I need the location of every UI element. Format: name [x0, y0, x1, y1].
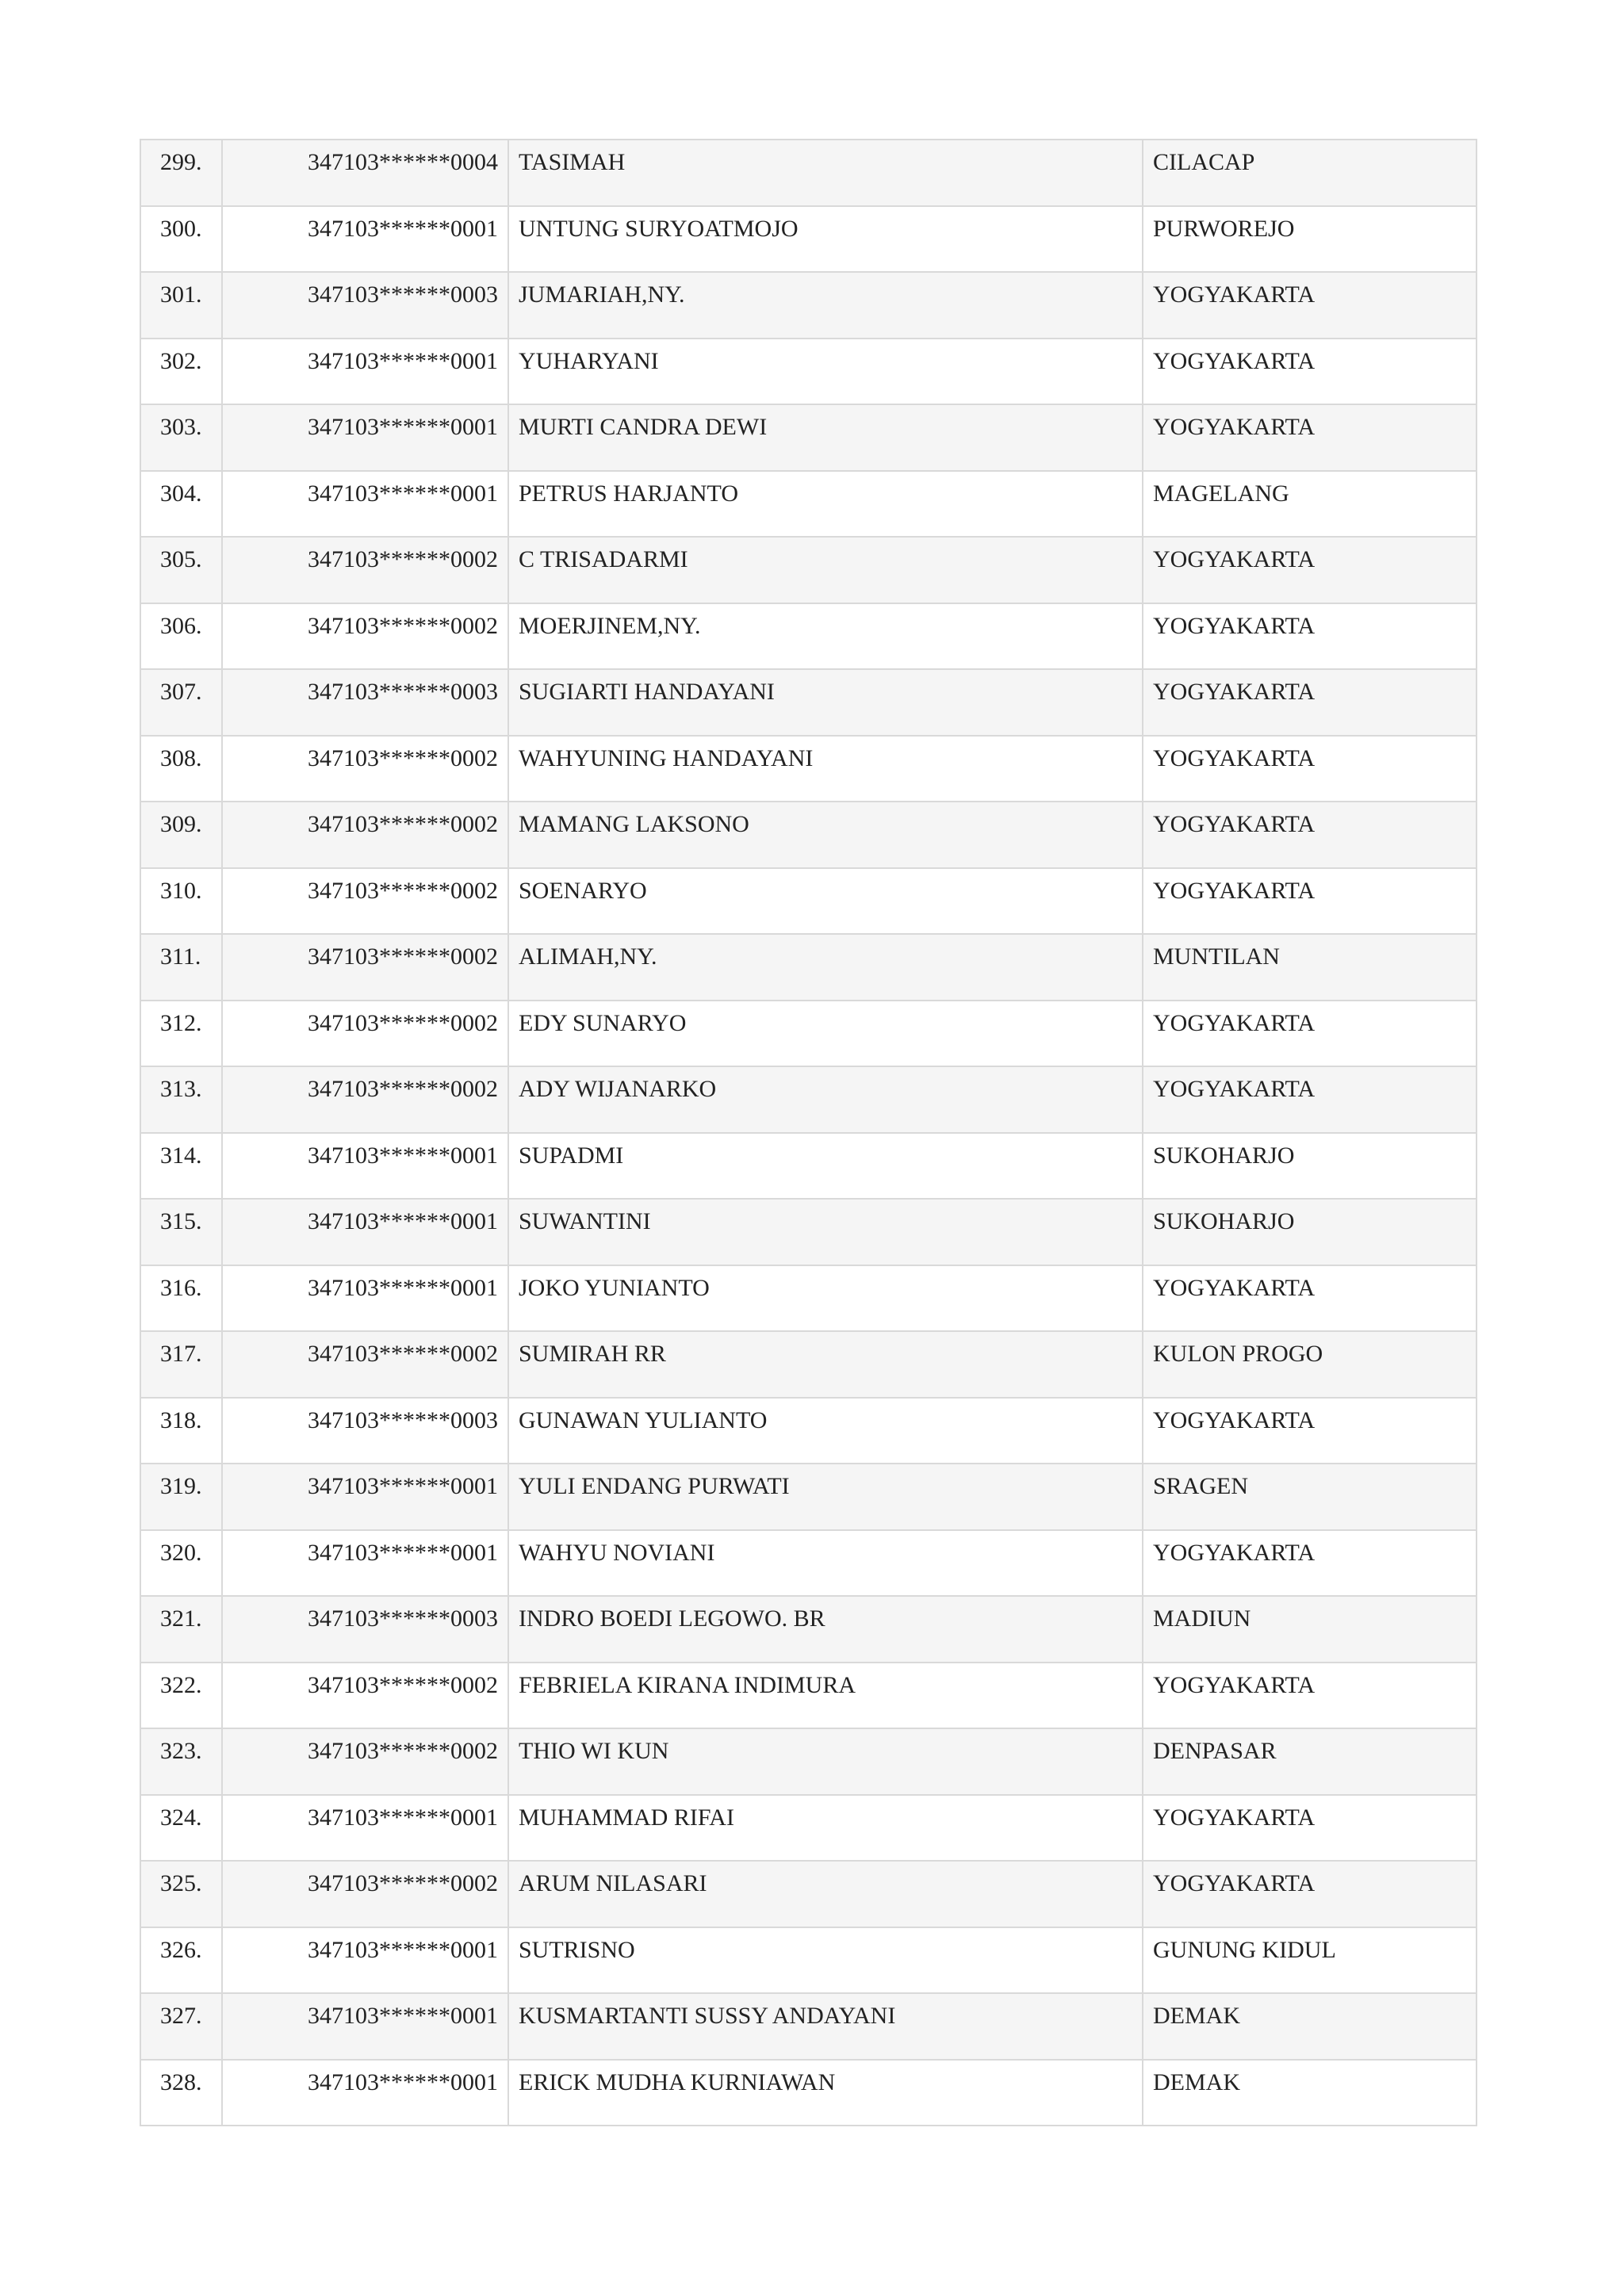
city-cell: YOGYAKARTA	[1143, 1265, 1477, 1332]
table-row	[140, 1265, 1477, 1332]
city-cell: SUKOHARJO	[1143, 1199, 1477, 1265]
row-number-cell: 326.	[140, 1927, 222, 1994]
table-row	[140, 934, 1477, 1001]
row-number-cell: 313.	[140, 1066, 222, 1133]
nik-cell: 347103******0003	[222, 669, 508, 736]
table-row	[140, 1331, 1477, 1398]
nik-cell: 347103******0001	[222, 1993, 508, 2060]
row-number-cell: 315.	[140, 1199, 222, 1265]
nik-cell: 347103******0001	[222, 339, 508, 405]
name-cell: SOENARYO	[508, 868, 1143, 935]
name-cell: ADY WIJANARKO	[508, 1066, 1143, 1133]
row-number-cell: 324.	[140, 1795, 222, 1862]
nik-cell: 347103******0001	[222, 2060, 508, 2126]
city-cell: YOGYAKARTA	[1143, 1530, 1477, 1597]
row-number-cell: 301.	[140, 272, 222, 339]
table-row	[140, 1993, 1477, 2060]
city-cell: YOGYAKARTA	[1143, 868, 1477, 935]
table-row	[140, 537, 1477, 603]
nik-cell: 347103******0002	[222, 603, 508, 670]
city-cell: KULON PROGO	[1143, 1331, 1477, 1398]
row-number-cell: 320.	[140, 1530, 222, 1597]
name-cell: JUMARIAH,NY.	[508, 272, 1143, 339]
nik-cell: 347103******0002	[222, 1663, 508, 1729]
city-cell: SUKOHARJO	[1143, 1133, 1477, 1200]
row-number-cell: 321.	[140, 1596, 222, 1663]
row-number-cell: 308.	[140, 736, 222, 802]
nik-cell: 347103******0002	[222, 1066, 508, 1133]
nik-cell: 347103******0001	[222, 404, 508, 471]
city-cell: SRAGEN	[1143, 1464, 1477, 1530]
city-cell: YOGYAKARTA	[1143, 537, 1477, 603]
table-row	[140, 1927, 1477, 1994]
nik-cell: 347103******0003	[222, 1596, 508, 1663]
table-row	[140, 603, 1477, 670]
city-cell: DEMAK	[1143, 1993, 1477, 2060]
city-cell: YOGYAKARTA	[1143, 736, 1477, 802]
table-row	[140, 339, 1477, 405]
name-cell: UNTUNG SURYOATMOJO	[508, 206, 1143, 273]
city-cell: MUNTILAN	[1143, 934, 1477, 1001]
nik-cell: 347103******0001	[222, 1464, 508, 1530]
row-number-cell: 325.	[140, 1861, 222, 1927]
row-number-cell: 304.	[140, 471, 222, 538]
row-number-cell: 314.	[140, 1133, 222, 1200]
nik-cell: 347103******0002	[222, 1728, 508, 1795]
table-row	[140, 736, 1477, 802]
name-cell: MOERJINEM,NY.	[508, 603, 1143, 670]
name-cell: ALIMAH,NY.	[508, 934, 1143, 1001]
name-cell: YULI ENDANG PURWATI	[508, 1464, 1143, 1530]
nik-cell: 347103******0002	[222, 537, 508, 603]
table-row	[140, 1464, 1477, 1530]
city-cell: YOGYAKARTA	[1143, 603, 1477, 670]
row-number-cell: 307.	[140, 669, 222, 736]
city-cell: YOGYAKARTA	[1143, 1066, 1477, 1133]
city-cell: YOGYAKARTA	[1143, 1001, 1477, 1067]
city-cell: YOGYAKARTA	[1143, 1861, 1477, 1927]
city-cell: YOGYAKARTA	[1143, 802, 1477, 868]
row-number-cell: 303.	[140, 404, 222, 471]
table-row	[140, 140, 1477, 206]
row-number-cell: 309.	[140, 802, 222, 868]
row-number-cell: 300.	[140, 206, 222, 273]
table-row	[140, 1133, 1477, 1200]
nik-cell: 347103******0001	[222, 1265, 508, 1332]
name-cell: FEBRIELA KIRANA INDIMURA	[508, 1663, 1143, 1729]
table-row	[140, 1398, 1477, 1464]
row-number-cell: 305.	[140, 537, 222, 603]
name-cell: MUHAMMAD RIFAI	[508, 1795, 1143, 1862]
nik-cell: 347103******0004	[222, 140, 508, 206]
name-cell: MAMANG LAKSONO	[508, 802, 1143, 868]
name-cell: SUTRISNO	[508, 1927, 1143, 1994]
nik-cell: 347103******0002	[222, 1001, 508, 1067]
city-cell: YOGYAKARTA	[1143, 1663, 1477, 1729]
nik-cell: 347103******0002	[222, 934, 508, 1001]
nik-cell: 347103******0002	[222, 802, 508, 868]
table-body	[140, 140, 1477, 2126]
name-cell: SUMIRAH RR	[508, 1331, 1143, 1398]
nik-cell: 347103******0003	[222, 1398, 508, 1464]
nik-cell: 347103******0001	[222, 1795, 508, 1862]
nik-cell: 347103******0001	[222, 1133, 508, 1200]
name-cell: YUHARYANI	[508, 339, 1143, 405]
nik-cell: 347103******0002	[222, 1861, 508, 1927]
nik-cell: 347103******0001	[222, 206, 508, 273]
row-number-cell: 317.	[140, 1331, 222, 1398]
row-number-cell: 316.	[140, 1265, 222, 1332]
table-row	[140, 1001, 1477, 1067]
name-cell: SUGIARTI HANDAYANI	[508, 669, 1143, 736]
name-cell: ARUM NILASARI	[508, 1861, 1143, 1927]
table-row	[140, 404, 1477, 471]
row-number-cell: 306.	[140, 603, 222, 670]
city-cell: YOGYAKARTA	[1143, 669, 1477, 736]
city-cell: DENPASAR	[1143, 1728, 1477, 1795]
city-cell: PURWOREJO	[1143, 206, 1477, 273]
name-cell: MURTI CANDRA DEWI	[508, 404, 1143, 471]
row-number-cell: 319.	[140, 1464, 222, 1530]
table-row	[140, 802, 1477, 868]
table-row	[140, 1066, 1477, 1133]
table-row	[140, 1861, 1477, 1927]
table-row	[140, 2060, 1477, 2126]
table-row	[140, 1728, 1477, 1795]
row-number-cell: 299.	[140, 140, 222, 206]
nik-cell: 347103******0002	[222, 1331, 508, 1398]
city-cell: YOGYAKARTA	[1143, 1795, 1477, 1862]
table-row	[140, 868, 1477, 935]
table-row	[140, 1530, 1477, 1597]
row-number-cell: 310.	[140, 868, 222, 935]
name-cell: PETRUS HARJANTO	[508, 471, 1143, 538]
name-cell: GUNAWAN YULIANTO	[508, 1398, 1143, 1464]
name-cell: C TRISADARMI	[508, 537, 1143, 603]
row-number-cell: 327.	[140, 1993, 222, 2060]
table-row	[140, 1663, 1477, 1729]
city-cell: YOGYAKARTA	[1143, 272, 1477, 339]
name-cell: ERICK MUDHA KURNIAWAN	[508, 2060, 1143, 2126]
row-number-cell: 302.	[140, 339, 222, 405]
name-cell: SUPADMI	[508, 1133, 1143, 1200]
nik-cell: 347103******0003	[222, 272, 508, 339]
name-cell: TASIMAH	[508, 140, 1143, 206]
nik-cell: 347103******0001	[222, 1530, 508, 1597]
nik-cell: 347103******0002	[222, 736, 508, 802]
name-cell: JOKO YUNIANTO	[508, 1265, 1143, 1332]
nik-cell: 347103******0001	[222, 471, 508, 538]
table-row	[140, 1596, 1477, 1663]
city-cell: MAGELANG	[1143, 471, 1477, 538]
row-number-cell: 323.	[140, 1728, 222, 1795]
table-row	[140, 471, 1477, 538]
city-cell: CILACAP	[1143, 140, 1477, 206]
resident-table	[140, 139, 1477, 2126]
row-number-cell: 322.	[140, 1663, 222, 1729]
name-cell: WAHYUNING HANDAYANI	[508, 736, 1143, 802]
name-cell: THIO WI KUN	[508, 1728, 1143, 1795]
city-cell: DEMAK	[1143, 2060, 1477, 2126]
table-row	[140, 206, 1477, 273]
name-cell: KUSMARTANTI SUSSY ANDAYANI	[508, 1993, 1143, 2060]
city-cell: YOGYAKARTA	[1143, 339, 1477, 405]
row-number-cell: 318.	[140, 1398, 222, 1464]
city-cell: YOGYAKARTA	[1143, 1398, 1477, 1464]
city-cell: YOGYAKARTA	[1143, 404, 1477, 471]
table-row	[140, 1199, 1477, 1265]
city-cell: MADIUN	[1143, 1596, 1477, 1663]
nik-cell: 347103******0001	[222, 1927, 508, 1994]
nik-cell: 347103******0001	[222, 1199, 508, 1265]
nik-cell: 347103******0002	[222, 868, 508, 935]
row-number-cell: 311.	[140, 934, 222, 1001]
row-number-cell: 328.	[140, 2060, 222, 2126]
name-cell: EDY SUNARYO	[508, 1001, 1143, 1067]
row-number-cell: 312.	[140, 1001, 222, 1067]
table-row	[140, 669, 1477, 736]
name-cell: INDRO BOEDI LEGOWO. BR	[508, 1596, 1143, 1663]
name-cell: WAHYU NOVIANI	[508, 1530, 1143, 1597]
table-row	[140, 1795, 1477, 1862]
table-row	[140, 272, 1477, 339]
city-cell: GUNUNG KIDUL	[1143, 1927, 1477, 1994]
name-cell: SUWANTINI	[508, 1199, 1143, 1265]
